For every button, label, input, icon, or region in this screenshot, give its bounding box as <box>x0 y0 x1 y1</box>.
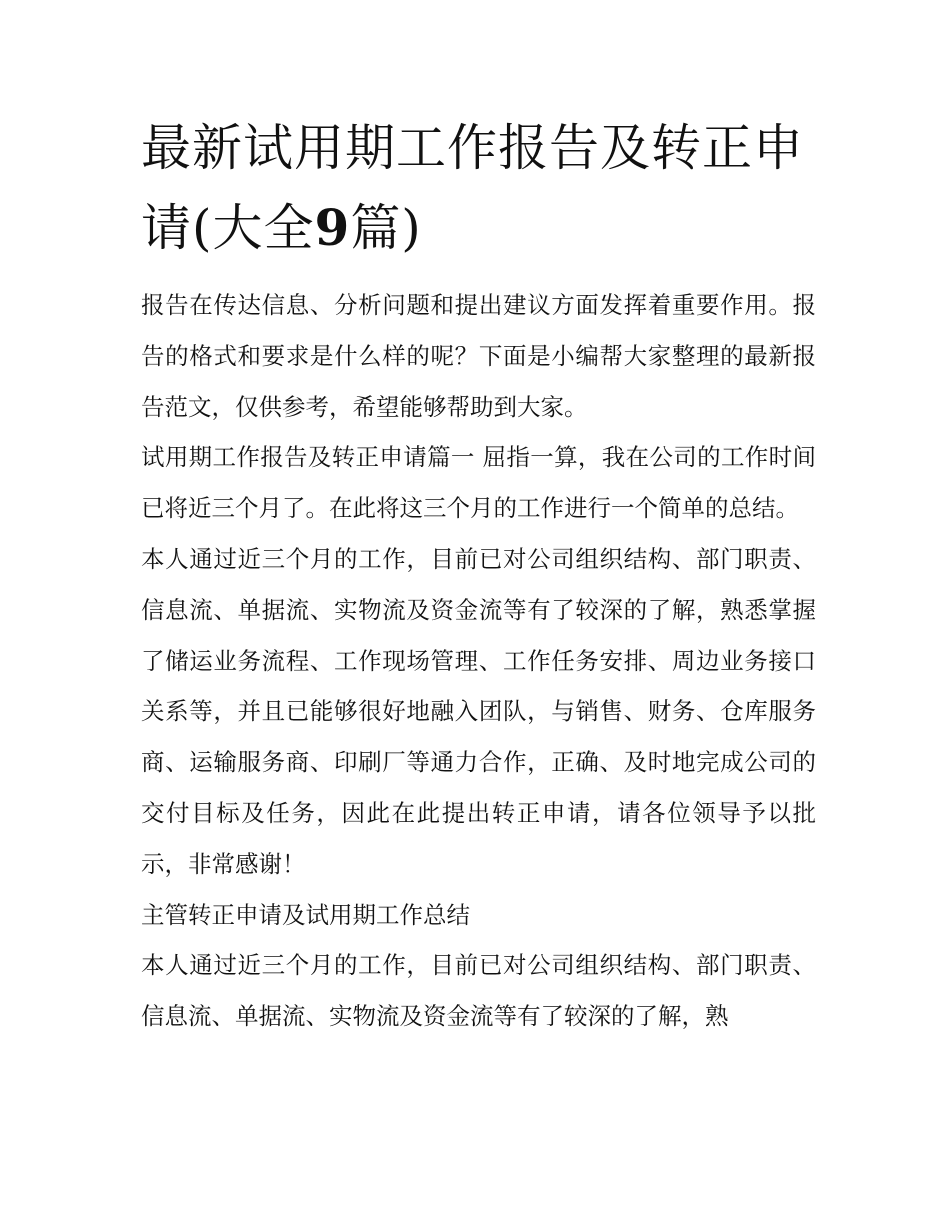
title-number: 9 <box>314 198 351 257</box>
intro-paragraph: 报告在传达信息、分析问题和提出建议方面发挥着重要作用。报告的格式和要求是什么样的呢？下面是小编帮大家整理的最新报告范文，仅供参考，希望能够帮助到大家。 <box>141 291 816 421</box>
summary-paragraph: 本人通过近三个月的工作，目前已对公司组织结构、部门职责、信息流、单据流、实物流及资金流等有了较深的了解，熟悉掌握了储运业务流程、工作现场管理、工作任务安排、周边业务接口关系等，并且已能够很好地融入团队，与销售、财务、仓库服务商、运输服务商、印刷厂等通力合作，正确、及时地完成公司的交付目标及任务，因此在此提出转正申请，请各位领导予以批示，非常感谢！ <box>141 544 816 878</box>
document-page <box>141 108 816 1042</box>
document-title: 最新试用期工作报告及转正申请(大全9篇) <box>141 119 804 257</box>
section-heading: 主管转正申请及试用期工作总结 <box>141 900 470 929</box>
summary-paragraph-repeat: 本人通过近三个月的工作，目前已对公司组织结构、部门职责、信息流、单据流、实物流及资金流等有了较深的了解，熟 <box>141 951 816 1031</box>
section-one-paragraph: 试用期工作报告及转正申请篇一 屈指一算，我在公司的工作时间已将近三个月了。在此将这三个月的工作进行一个简单的总结。 <box>141 443 816 523</box>
document-body <box>141 280 816 1042</box>
